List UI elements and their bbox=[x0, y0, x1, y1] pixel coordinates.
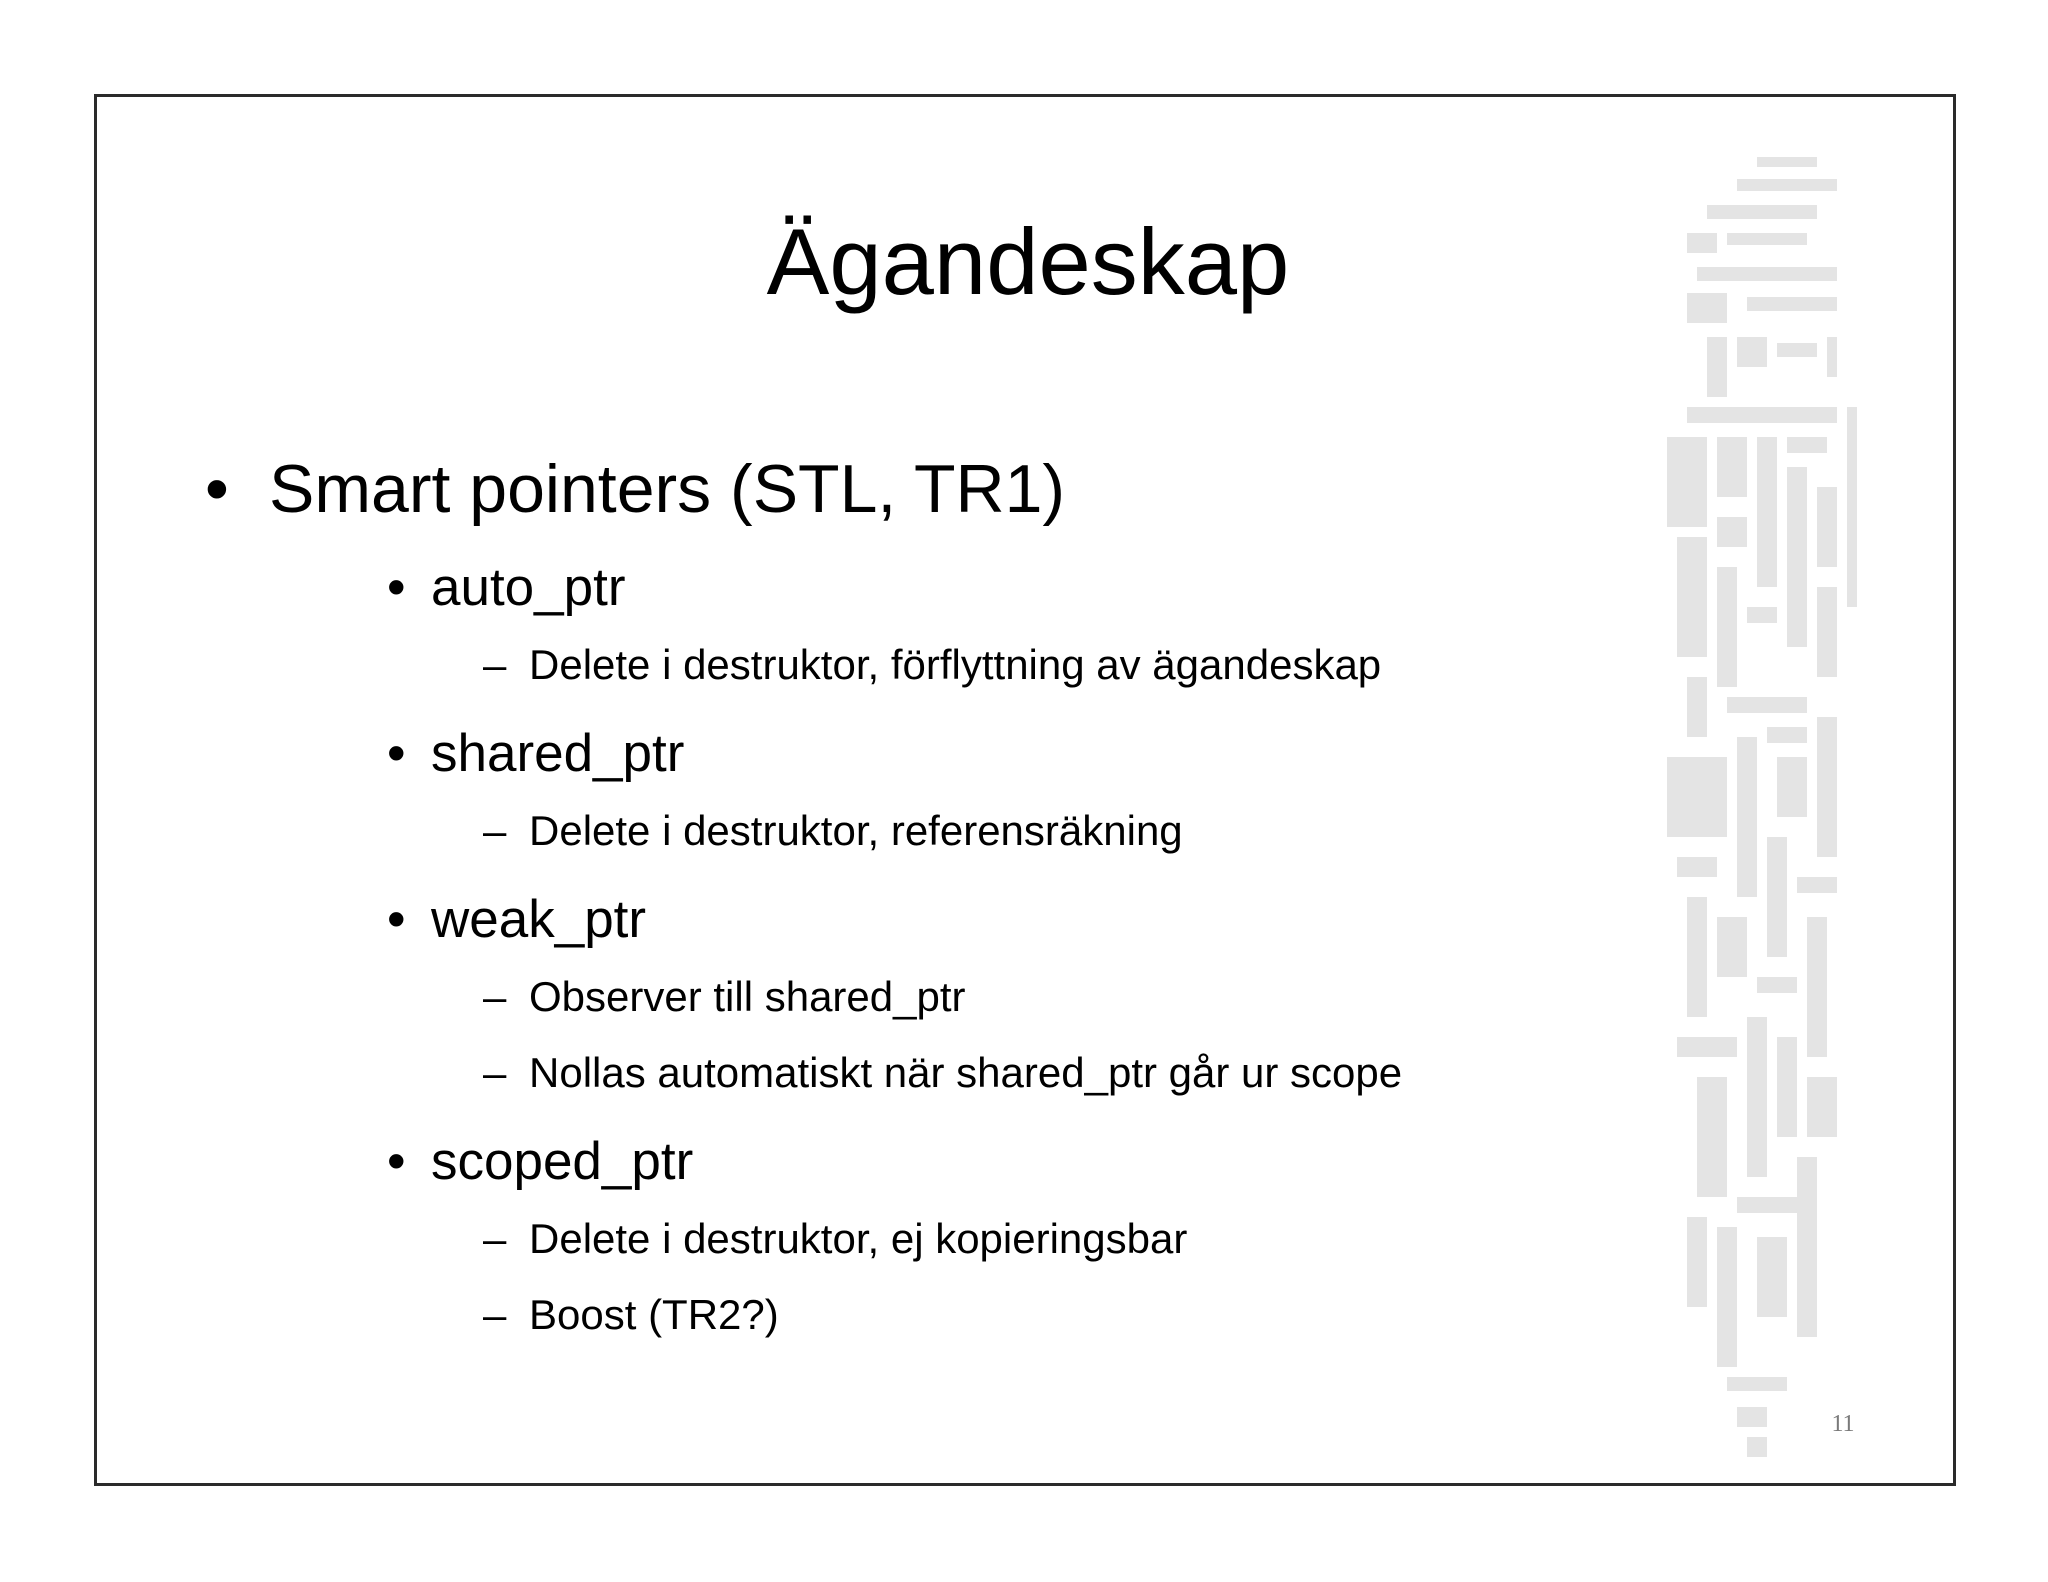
slide-title: Ägandeskap bbox=[766, 209, 1290, 314]
bullet-marker: • bbox=[205, 451, 229, 527]
list-item-text: auto_ptr bbox=[431, 558, 626, 617]
dash-marker: – bbox=[483, 1291, 507, 1338]
page-number: 11 bbox=[1831, 1411, 1855, 1437]
list-item-text: scoped_ptr bbox=[431, 1132, 694, 1191]
list-item-text: shared_ptr bbox=[431, 724, 685, 783]
list-item-text: Nollas automatiskt när shared_ptr går ur scope bbox=[529, 1049, 1403, 1096]
dash-marker: – bbox=[483, 641, 507, 688]
list-item-text: Observer till shared_ptr bbox=[529, 973, 966, 1020]
dash-marker: – bbox=[483, 1049, 507, 1096]
list-item-text: Boost (TR2?) bbox=[529, 1291, 779, 1338]
bullet-marker: • bbox=[387, 890, 406, 949]
bullet-list bbox=[97, 97, 1956, 1486]
dash-marker: – bbox=[483, 807, 507, 854]
bullet-marker: • bbox=[387, 1132, 406, 1191]
bullet-marker: • bbox=[387, 558, 406, 617]
dash-marker: – bbox=[483, 1215, 507, 1262]
bullet-marker: • bbox=[387, 724, 406, 783]
dash-marker: – bbox=[483, 973, 507, 1020]
slide bbox=[94, 94, 1956, 1486]
list-item-text: weak_ptr bbox=[431, 890, 647, 949]
list-item-text: Delete i destruktor, referensräkning bbox=[529, 807, 1183, 854]
list-item-text: Delete i destruktor, förflyttning av ägandeskap bbox=[529, 641, 1382, 688]
list-item-text: Smart pointers (STL, TR1) bbox=[269, 451, 1066, 527]
list-item-text: Delete i destruktor, ej kopieringsbar bbox=[529, 1215, 1188, 1262]
